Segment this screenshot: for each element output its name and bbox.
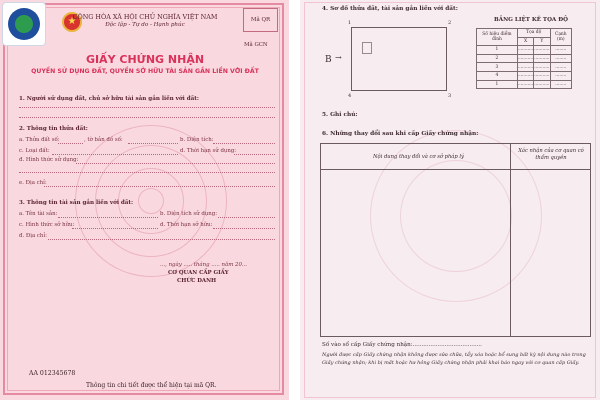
parcel-diagram — [351, 27, 447, 91]
table-cell: ........ — [550, 63, 571, 72]
land-type-line — [52, 154, 178, 155]
organization-logo — [2, 2, 46, 46]
qr-footer-note: Thông tin chi tiết được thể hiện tại mã QR. — [86, 382, 217, 389]
table-row — [477, 46, 572, 55]
table-cell: ........... — [517, 73, 534, 79]
corner-2: 2 — [448, 20, 452, 26]
table-cell: ........ — [550, 80, 571, 89]
table-cell: ........... — [517, 64, 534, 70]
column-header: Y — [534, 37, 550, 46]
page-title: GIẤY CHỨNG NHẬN — [85, 53, 205, 66]
usage-term-line — [234, 154, 275, 155]
qr-label: Mã QR — [250, 17, 271, 23]
owner-line — [19, 117, 275, 118]
gcn-code-label: Mã GCN — [244, 42, 268, 48]
changes-column-header: Nội dung thay đổi và cơ sở pháp lý — [373, 154, 464, 160]
header-divider — [321, 169, 590, 170]
table-cell: ........ — [550, 46, 571, 55]
certificate-back — [300, 0, 600, 400]
asset-address-line — [48, 239, 275, 240]
section-owner: 1. Người sử dụng đất, chủ sở hữu tài sản gắn liền với đất: — [19, 96, 199, 102]
ownership-term-line — [213, 228, 275, 229]
map-sheet-label: , tờ bản đồ số: — [84, 137, 123, 143]
coordinate-table-title: BẢNG LIỆT KÊ TỌA ĐỘ — [494, 17, 568, 23]
column-header: Cạnh (m) — [550, 29, 571, 46]
table-cell: ........... — [517, 81, 534, 87]
signer-position: CHỨC DANH — [177, 278, 217, 284]
ownership-form-label: c. Hình thức sở hữu: — [19, 222, 75, 228]
table-cell: ........... — [517, 56, 534, 62]
parcel-number-line — [58, 143, 83, 144]
legal-warning: Người được cấp Giấy chứng nhận không được sửa chữa, tẩy xóa hoặc bổ sung bất kỳ nội dung nào trong Giấy chứng nhận; khi bị mất hoặc hư hỏng Giấy chứng nhận phải khai báo ngay với cơ quan cấp Giấy. — [322, 352, 586, 366]
area-line — [213, 143, 275, 144]
table-row — [477, 71, 572, 80]
table-cell: 1 — [477, 80, 518, 89]
corner-4: 4 — [348, 93, 352, 99]
table-row — [477, 80, 572, 89]
column-header: Tọa độ — [517, 29, 550, 38]
table-cell: 3 — [477, 63, 518, 72]
building-footprint — [362, 42, 372, 54]
section-land-parcel: 2. Thông tin thửa đất: — [19, 126, 88, 132]
usage-form-line — [76, 163, 275, 164]
usage-form-line — [19, 172, 275, 173]
table-row — [477, 54, 572, 63]
issue-date: ..., ngày ..... tháng ..... năm 20... — [160, 262, 248, 268]
usage-area-line — [218, 217, 275, 218]
table-cell: ........... — [534, 56, 550, 62]
country-name: CỘNG HÒA XÃ HỘI CHỦ NGHĨA VIỆT NAM — [72, 13, 218, 21]
table-cell: 2 — [477, 54, 518, 63]
section-attached-asset: 3. Thông tin tài sản gắn liền với đất: — [19, 200, 134, 206]
table-cell: 1 — [477, 46, 518, 55]
column-header: Số hiệu điểm đỉnh — [477, 29, 518, 46]
corner-3: 3 — [448, 93, 452, 99]
asset-address-label: đ. Địa chỉ: — [19, 233, 47, 239]
parcel-number-label: a. Thửa đất số: — [19, 137, 60, 143]
issuing-agency: CƠ QUAN CẤP GIẤY — [168, 270, 229, 276]
asset-name-line — [58, 217, 158, 218]
coordinate-table — [476, 28, 572, 89]
usage-form-label: đ. Hình thức sử dụng: — [19, 157, 79, 163]
ownership-term-label: d. Thời hạn sở hữu: — [160, 222, 213, 228]
area-label: b. Diện tích: — [180, 137, 214, 143]
table-cell: 4 — [477, 71, 518, 80]
section-parcel-diagram: 4. Sơ đồ thửa đất, tài sản gắn liền với đất: — [322, 6, 458, 12]
owner-line — [19, 107, 275, 108]
column-header: X — [517, 37, 533, 46]
table-cell: ........... — [534, 73, 550, 79]
changes-table — [320, 143, 591, 337]
map-sheet-line — [128, 143, 178, 144]
asset-name-label: a. Tên tài sản: — [19, 211, 58, 217]
table-cell: ........... — [534, 64, 550, 70]
address-label: e. Địa chỉ: — [19, 180, 47, 186]
ownership-form-line — [72, 228, 158, 229]
qr-code-box — [243, 8, 278, 32]
serial-number: AA 012345678 — [29, 370, 76, 377]
north-arrow-icon: → — [335, 53, 342, 62]
table-row — [477, 63, 572, 72]
usage-term-label: d. Thời hạn sử dụng: — [180, 148, 237, 154]
table-cell: ........ — [550, 54, 571, 63]
certificate-front — [0, 0, 289, 400]
north-label: B — [325, 55, 332, 65]
section-changes: 6. Những thay đổi sau khi cấp Giấy chứng nhận: — [322, 131, 479, 137]
table-cell: ........... — [534, 47, 550, 53]
page-subtitle: QUYỀN SỬ DỤNG ĐẤT, QUYỀN SỞ HỮU TÀI SẢN GẮN LIỀN VỚI ĐẤT — [31, 68, 259, 75]
table-cell: ........ — [550, 71, 571, 80]
corner-1: 1 — [348, 20, 352, 26]
table-cell: ........... — [517, 47, 534, 53]
address-line — [44, 186, 275, 187]
confirmation-column-header: Xác nhận của cơ quan có thẩm quyền — [518, 148, 584, 161]
register-number-line: Số vào sổ cấp Giấy chứng nhận:....................................... — [322, 342, 482, 348]
usage-area-label: b. Diện tích sử dụng: — [160, 211, 218, 217]
land-type-label: c. Loại đất: — [19, 148, 50, 154]
section-notes: 5. Ghi chú: — [322, 112, 358, 118]
column-divider — [510, 144, 511, 336]
national-motto: Độc lập - Tự do - Hạnh phúc — [105, 22, 185, 28]
table-cell: ........... — [534, 81, 550, 87]
